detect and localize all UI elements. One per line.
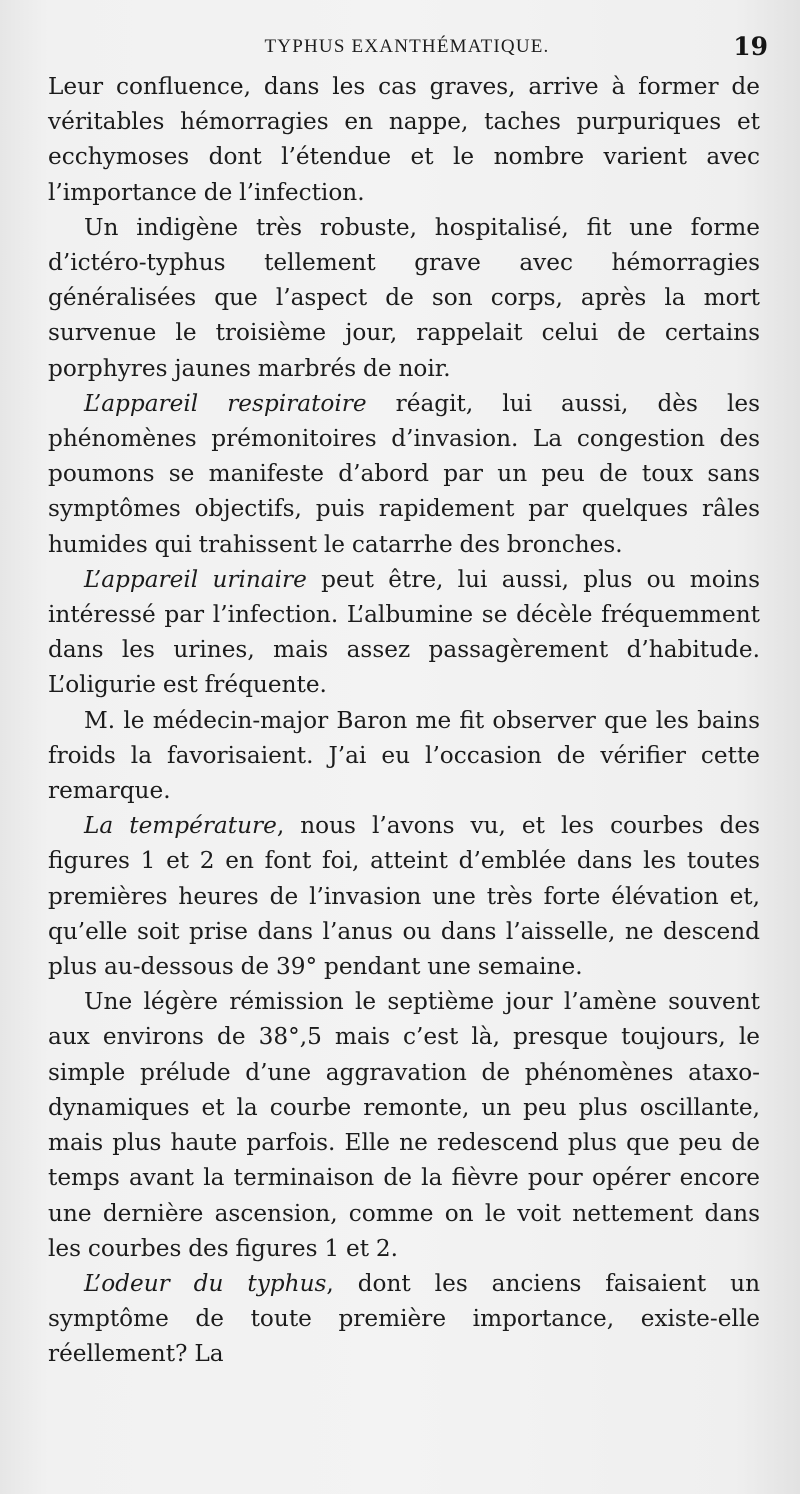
section-lead-italic: L’appareil urinaire [84,565,307,593]
page-number: 19 [733,32,768,61]
paragraph-text: Une légère rémission le septième jour l’amène souvent aux environs de 38°,5 mais c’est là, presque toujours, le simple prélude d’une aggravation de phénomènes ataxo-dynamiques et la courbe remonte, un peu plus oscillante, mais plus haute parfois. Elle ne redescend plus que peu de temps avant la terminaison de la fièvre pour opérer encore une dernière ascension, comme on le voit nettement dans les courbes des figures 1 et 2. [48,988,760,1262]
paragraph-appareil-urinaire [48,562,760,703]
paragraph-indigene [48,210,760,386]
paragraph-temperature [48,808,760,984]
running-title: TYPHUS EXANTHÉMATIQUE. [264,36,550,57]
paragraph-appareil-respiratoire [48,386,760,562]
body-text [48,69,760,1372]
paragraph-text: Leur confluence, dans les cas graves, arrive à former de véritables hémorragies en nappe, taches purpuriques et ecchymoses dont l’étendue et le nombre varient avec l’importance de l’infection. [48,73,760,206]
section-lead-italic: La température [84,812,277,840]
paragraph-medecin-major [48,703,760,809]
running-head [46,30,768,64]
paragraph-text: réagit, lui aussi, dès les phénomènes prémonitoires d’invasion. La congestion des poumons se manifeste d’abord par un peu de toux sans symptômes objectifs, puis rapidement par quelques râles humides qui trahissent le catarrhe des bronches. [48,389,760,558]
paragraph-text: Un indigène très robuste, hospitalisé, fit une forme d’ictéro-typhus tellement grave avec hémorragies généralisées que l’aspect de son corps, après la mort survenue le troisième jour, rappelait celui de certains porphyres jaunes marbrés de noir. [48,213,760,382]
paragraph-remission [48,984,760,1266]
paragraph-text: M. le médecin-major Baron me fit observer que les bains froids la favorisaient. J’ai eu l’occasion de vérifier cette remarque. [48,706,760,805]
section-lead-italic: L’appareil respiratoire [84,389,367,417]
paragraph-text: peut être, lui aussi, plus ou moins intéressé par l’infection. L’albumine se décèle fréquemment dans les urines, mais assez passagèrement d’habitude. L’oligurie est fréquente. [48,565,761,699]
section-lead-italic: L’odeur du typhus [84,1269,327,1297]
paragraph-text: , dont les anciens faisaient un symptôme de toute première importance, existe-elle réellement? La [48,1269,760,1368]
paragraph-odeur-typhus [48,1266,760,1372]
paragraph-confluence [48,69,760,210]
paragraph-text: , nous l’avons vu, et les courbes des figures 1 et 2 en font foi, atteint d’emblée dans les toutes premières heures de l’invasion une très forte élévation et, qu’elle soit prise dans l’anus ou dans l’aisselle, ne descend plus au-dessous de 39° pendant une semaine. [48,812,760,981]
